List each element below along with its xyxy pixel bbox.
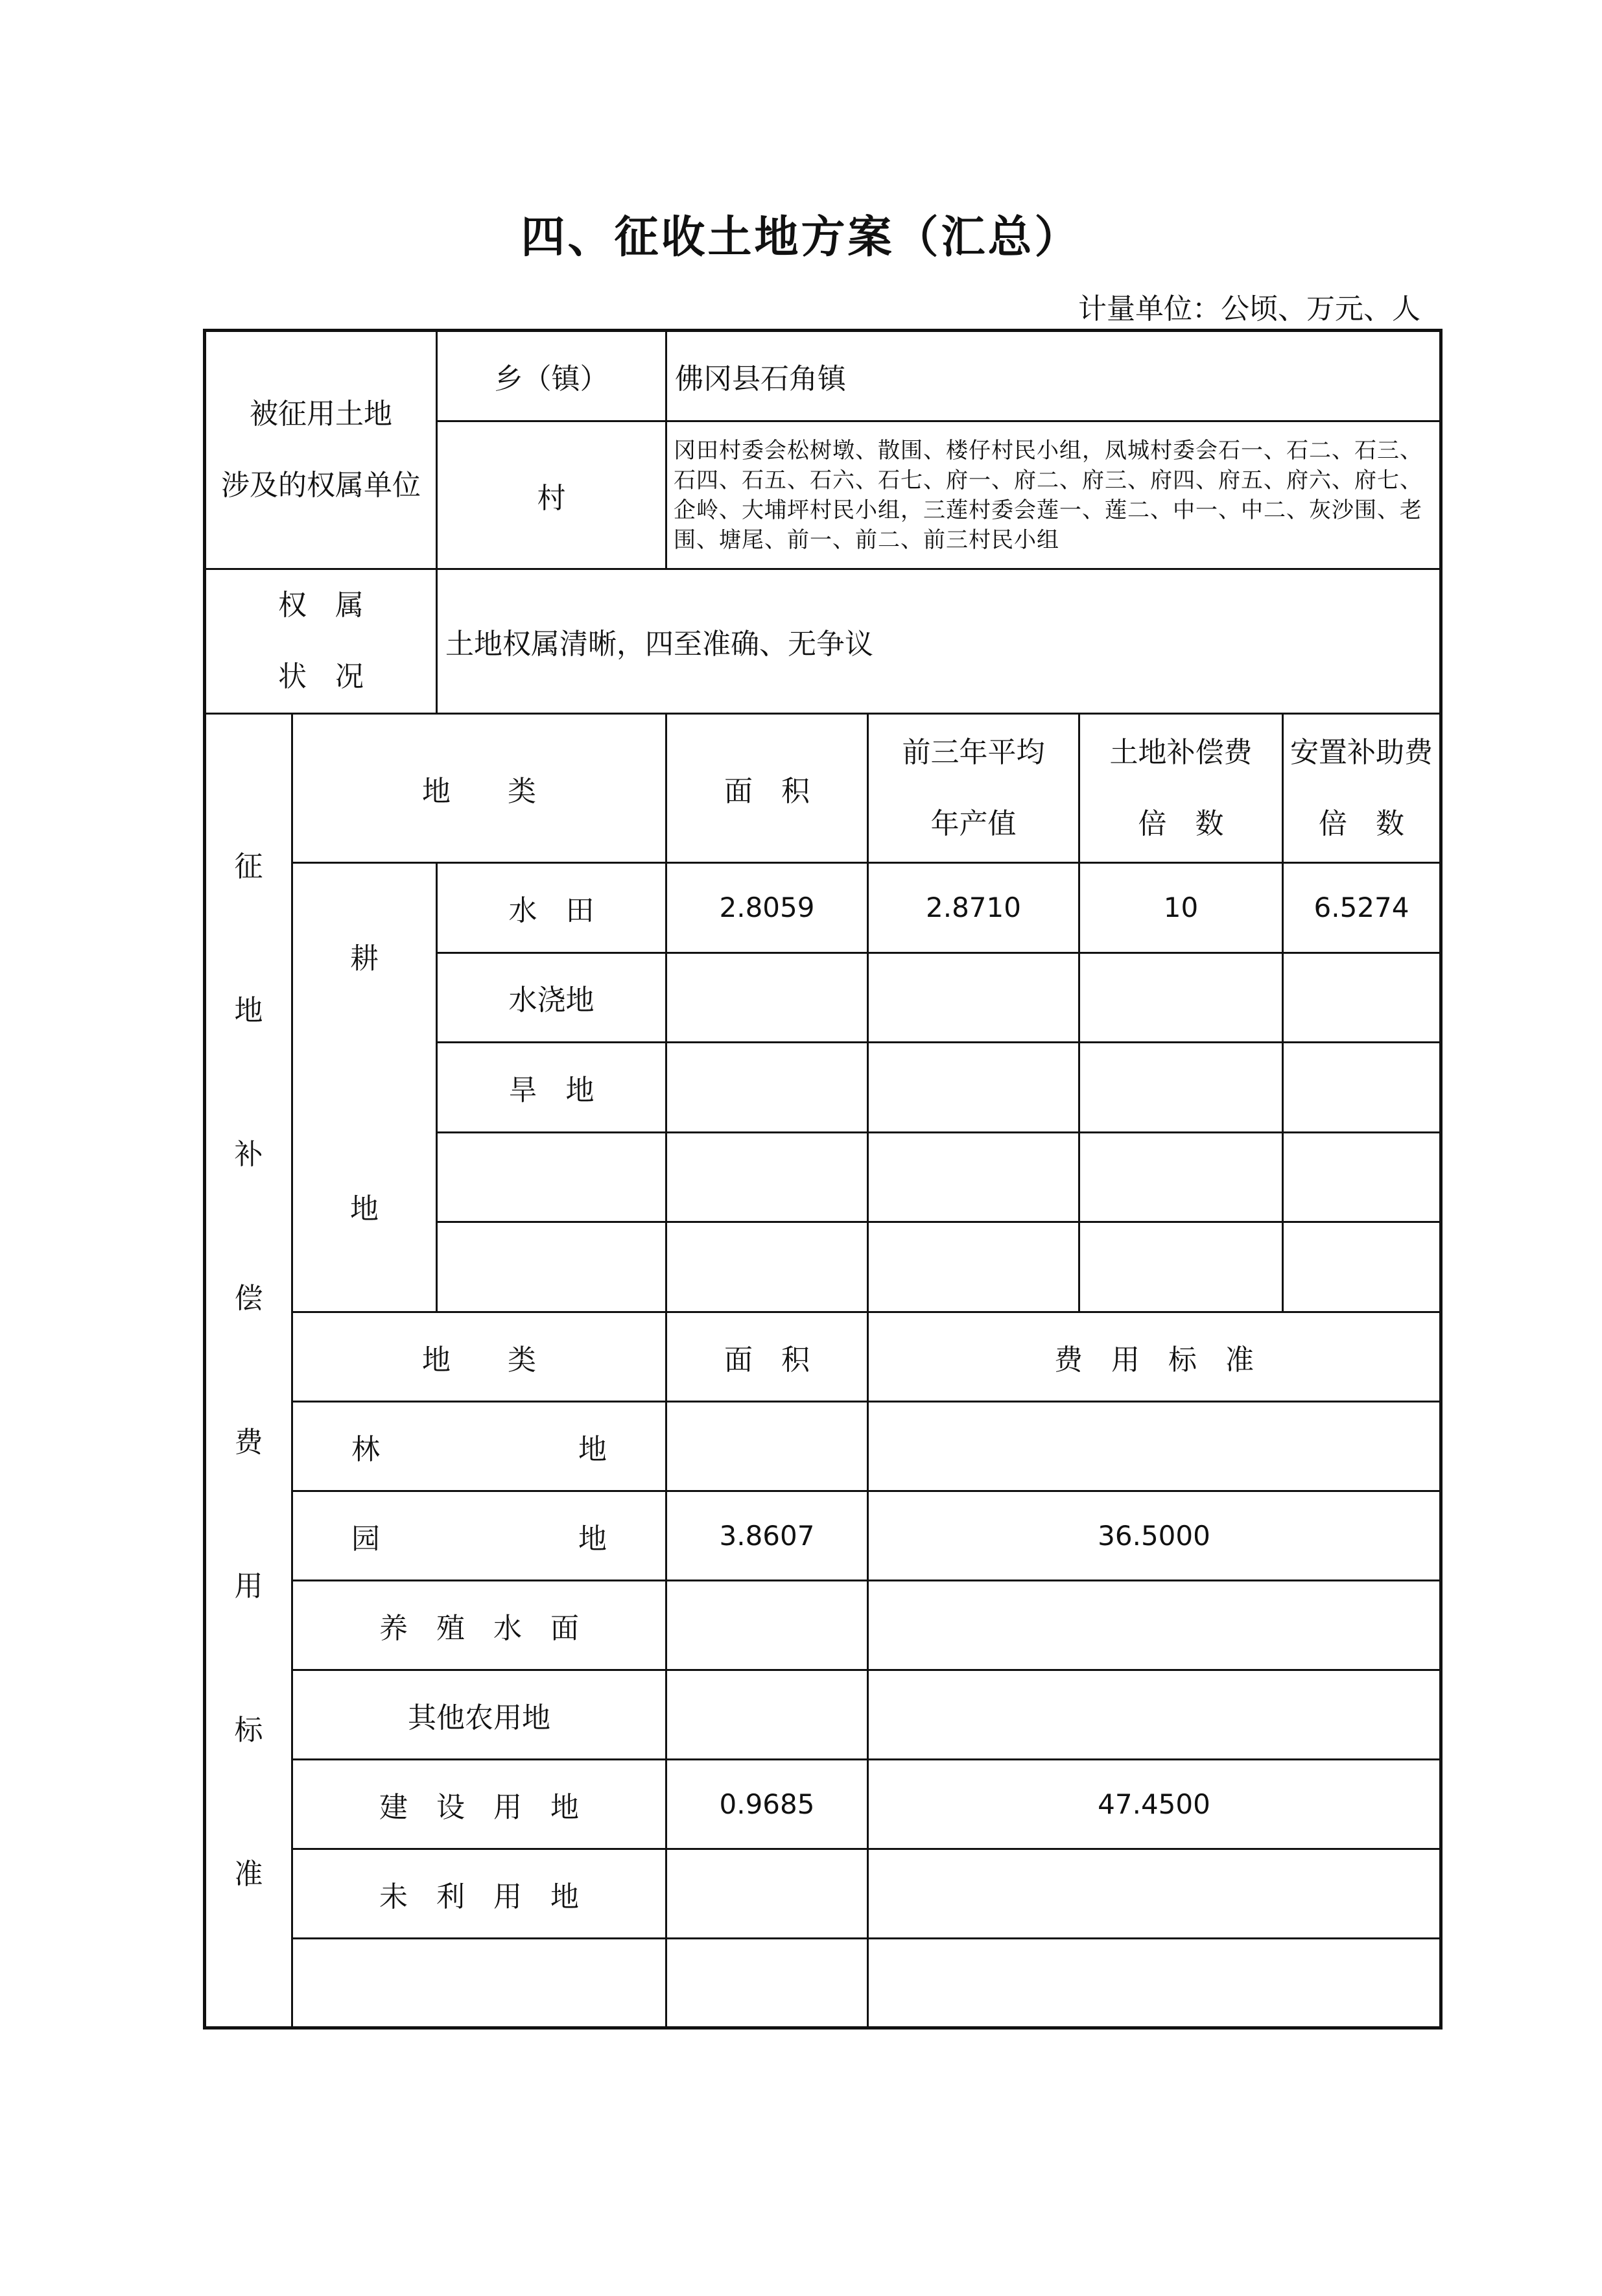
township-label: 乡（镇） (437, 331, 666, 421)
table-row (205, 1849, 1441, 1939)
table-row (205, 863, 1441, 953)
land-acquisition-table (203, 329, 1443, 2030)
header-land-comp-multiple: 土地补偿费 倍 数 (1079, 714, 1283, 863)
area-cell (666, 1849, 868, 1939)
area-cell: 3.8607 (666, 1491, 868, 1581)
ownership-status-label: 权 属 状 况 (205, 569, 437, 714)
area-cell (666, 1222, 868, 1312)
land-type-cell: 建 设 用 地 (292, 1760, 666, 1849)
fee-cell (868, 1670, 1441, 1760)
resettle-multiple-cell (1283, 953, 1441, 1043)
area-cell (666, 1581, 868, 1670)
land-multiple-cell: 10 (1079, 863, 1283, 953)
header2-land-type: 地 类 (292, 1312, 666, 1402)
land-type-cell (292, 1939, 666, 2028)
page-title: 四、征收土地方案（汇总） (521, 212, 1081, 263)
table-row (205, 1760, 1441, 1849)
area-cell (666, 1132, 868, 1222)
cultivated-label: 耕 地 (292, 863, 437, 1312)
land-multiple-cell (1079, 953, 1283, 1043)
resettle-multiple-cell: 6.5274 (1283, 863, 1441, 953)
resettle-multiple-cell (1283, 1132, 1441, 1222)
village-value: 冈田村委会松树墩、散围、楼仔村民小组，凤城村委会石一、石二、石三、石四、石五、石六、石七、府一、府二、府三、府四、府五、府六、府七、企岭、大埔坪村民小组，三莲村委会莲一、莲二、中一、中二、灰沙围、老围、塘尾、前一、前二、前三村民小组 (666, 421, 1441, 569)
ownership-status-value: 土地权属清晰，四至准确、无争议 (437, 569, 1441, 714)
land-type-cell: 养 殖 水 面 (292, 1581, 666, 1670)
header-resettle-multiple: 安置补助费 倍 数 (1283, 714, 1441, 863)
area-cell (666, 953, 868, 1043)
land-multiple-cell (1079, 1132, 1283, 1222)
area-cell (666, 1402, 868, 1491)
ownership-units-label: 被征用土地 涉及的权属单位 (205, 331, 437, 569)
village-label: 村 (437, 421, 666, 569)
fee-cell: 36.5000 (868, 1491, 1441, 1581)
table-row (205, 1491, 1441, 1581)
compensation-side-label: 征 地 补 偿 费 用 标 准 (205, 714, 292, 2028)
land-type-cell: 其他农用地 (292, 1670, 666, 1760)
land-type-cell: 园 地 (292, 1491, 666, 1581)
fee-cell: 47.4500 (868, 1760, 1441, 1849)
header-area: 面 积 (666, 714, 868, 863)
land-multiple-cell (1079, 1043, 1283, 1133)
header2-area: 面 积 (666, 1312, 868, 1402)
area-cell (666, 1670, 868, 1760)
area-cell (666, 1043, 868, 1133)
avg-output-cell: 2.8710 (868, 863, 1079, 953)
land-type-cell: 未 利 用 地 (292, 1849, 666, 1939)
table-row (205, 1402, 1441, 1491)
avg-output-cell (868, 1132, 1079, 1222)
header-avg-output: 前三年平均 年产值 (868, 714, 1079, 863)
fee-cell (868, 1849, 1441, 1939)
land-type-cell: 林 地 (292, 1402, 666, 1491)
fee-cell (868, 1581, 1441, 1670)
fee-cell (868, 1939, 1441, 2028)
avg-output-cell (868, 953, 1079, 1043)
measurement-unit: 计量单位：公顷、万元、人 (1078, 292, 1420, 325)
table-row (205, 1939, 1441, 2028)
resettle-multiple-cell (1283, 1222, 1441, 1312)
area-cell: 0.9685 (666, 1760, 868, 1849)
land-type-cell: 水 田 (437, 863, 666, 953)
avg-output-cell (868, 1043, 1079, 1133)
area-cell: 2.8059 (666, 863, 868, 953)
header2-fee-standard: 费 用 标 准 (868, 1312, 1441, 1402)
land-type-cell: 旱 地 (437, 1043, 666, 1133)
land-type-cell (437, 1132, 666, 1222)
land-type-cell: 水浇地 (437, 953, 666, 1043)
avg-output-cell (868, 1222, 1079, 1312)
township-value: 佛冈县石角镇 (666, 331, 1441, 421)
resettle-multiple-cell (1283, 1043, 1441, 1133)
land-multiple-cell (1079, 1222, 1283, 1312)
table-row (205, 1581, 1441, 1670)
table-row (205, 1670, 1441, 1760)
fee-cell (868, 1402, 1441, 1491)
area-cell (666, 1939, 868, 2028)
header-land-type: 地 类 (292, 714, 666, 863)
land-type-cell (437, 1222, 666, 1312)
